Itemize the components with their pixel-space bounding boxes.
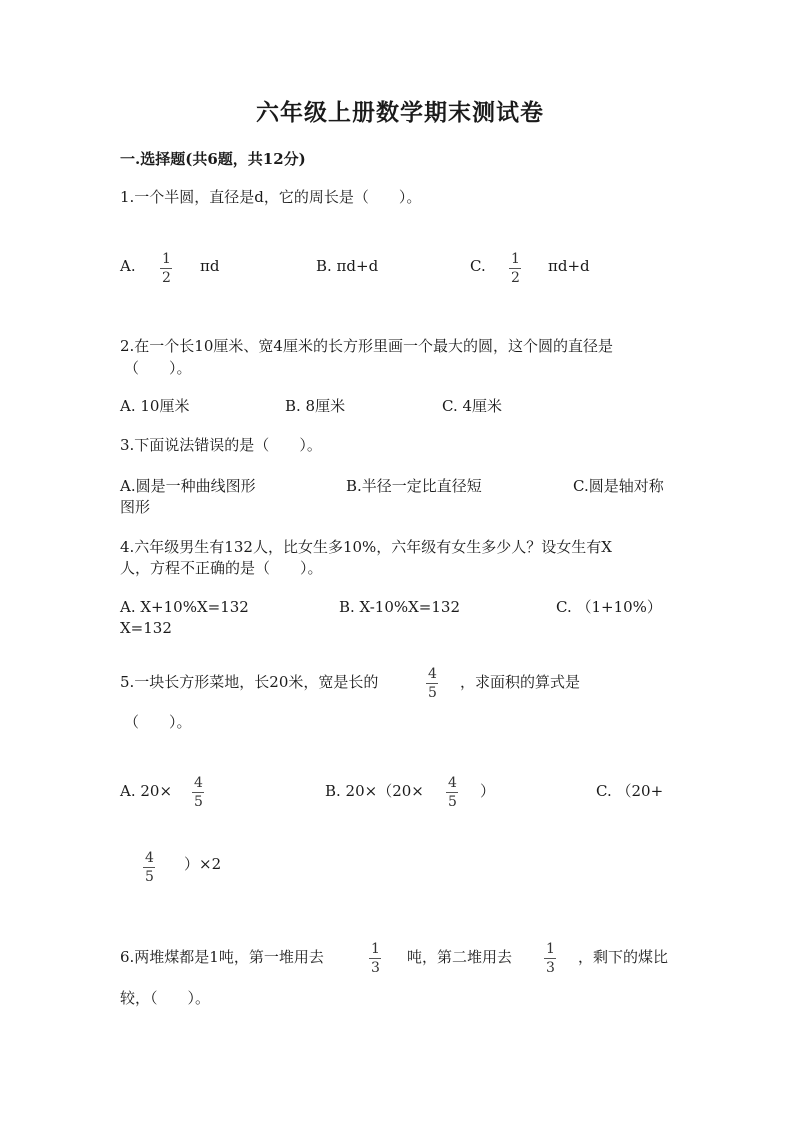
question-5-stem-line2: （ ）。 (124, 713, 192, 731)
question-5-stem-before: 5.一块长方形菜地，长20米，宽是长的 (120, 673, 379, 691)
question-6-stem-middle: 吨，第二堆用去 (407, 948, 513, 966)
fraction-denominator: 5 (194, 794, 203, 810)
question-4-option-c: C. （1+10%） (556, 598, 662, 616)
question-3-stem: 3.下面说法错误的是（ ）。 (120, 436, 322, 454)
question-5-option-c-fraction (143, 851, 156, 884)
question-5-option-c-wrap: ）×2 (184, 855, 222, 873)
question-6-fraction-1 (369, 942, 382, 975)
fraction-numerator: 1 (162, 251, 171, 267)
question-4-stem-line1: 4.六年级男生有132人，比女生多10%，六年级有女生多少人？设女生有X (120, 538, 612, 556)
question-4-option-c-wrap: X=132 (120, 619, 172, 637)
question-1-option-b: B. πd+d (316, 257, 379, 275)
question-5-option-a-fraction (192, 776, 205, 809)
question-1-option-a-label: A. (120, 257, 136, 275)
question-6-stem-before: 6.两堆煤都是1吨，第一堆用去 (120, 948, 324, 966)
fraction-numerator: 1 (371, 941, 380, 957)
question-5-option-b-fraction (446, 776, 459, 809)
question-2-option-c: C. 4厘米 (442, 397, 503, 415)
section-heading: 一.选择题(共6题，共12分) (120, 150, 306, 168)
fraction-numerator: 4 (145, 850, 154, 866)
question-1-option-c-label: C. (470, 257, 486, 275)
question-3-option-b: B.半径一定比直径短 (346, 477, 482, 495)
question-2-option-b: B. 8厘米 (285, 397, 346, 415)
fraction-numerator: 1 (511, 251, 520, 267)
question-6-stem-after: ，剩下的煤比 (578, 948, 669, 966)
question-3-option-c-wrap: 图形 (120, 498, 151, 516)
fraction-denominator: 5 (428, 685, 437, 701)
fraction-numerator: 4 (428, 666, 437, 682)
fraction-denominator: 5 (145, 869, 154, 885)
fraction-denominator: 5 (448, 794, 457, 810)
question-5-stem-fraction (426, 667, 439, 700)
question-2-option-a: A. 10厘米 (120, 397, 190, 415)
fraction-denominator: 3 (371, 960, 380, 976)
question-3-option-c: C.圆是轴对称 (573, 477, 664, 495)
question-2-stem-line2: （ ）。 (124, 359, 192, 377)
question-1-option-a-text: πd (200, 257, 220, 275)
question-2-stem-line1: 2.在一个长10厘米、宽4厘米的长方形里画一个最大的圆，这个圆的直径是 (120, 337, 613, 355)
question-3-option-a: A.圆是一种曲线图形 (120, 477, 256, 495)
question-1-option-c-text: πd+d (548, 257, 590, 275)
question-4-option-b: B. X-10%X=132 (339, 598, 460, 616)
question-6-fraction-2 (544, 942, 557, 975)
fraction-numerator: 1 (546, 941, 555, 957)
fraction-denominator: 2 (162, 270, 171, 286)
fraction-denominator: 2 (511, 270, 520, 286)
question-5-option-b-close: ） (480, 782, 496, 800)
fraction-numerator: 4 (194, 775, 203, 791)
question-5-option-c-text: C. （20+ (596, 782, 664, 800)
question-4-option-a: A. X+10%X=132 (120, 598, 249, 616)
question-5-stem-after: ，求面积的算式是 (460, 673, 581, 691)
question-4-stem-line2: 人，方程不正确的是（ ）。 (120, 559, 323, 577)
question-5-option-a-text: A. 20× (120, 782, 173, 800)
question-1-option-c-fraction (509, 252, 522, 285)
question-6-stem-line2: 较，（ ）。 (120, 989, 211, 1007)
page-title: 六年级上册数学期末测试卷 (256, 99, 544, 126)
fraction-denominator: 3 (546, 960, 555, 976)
question-5-option-b-text: B. 20×（20× (325, 782, 424, 800)
question-1-option-a-fraction (160, 252, 173, 285)
fraction-numerator: 4 (448, 775, 457, 791)
question-1-stem: 1.一个半圆，直径是d，它的周长是（ ）。 (120, 188, 422, 206)
